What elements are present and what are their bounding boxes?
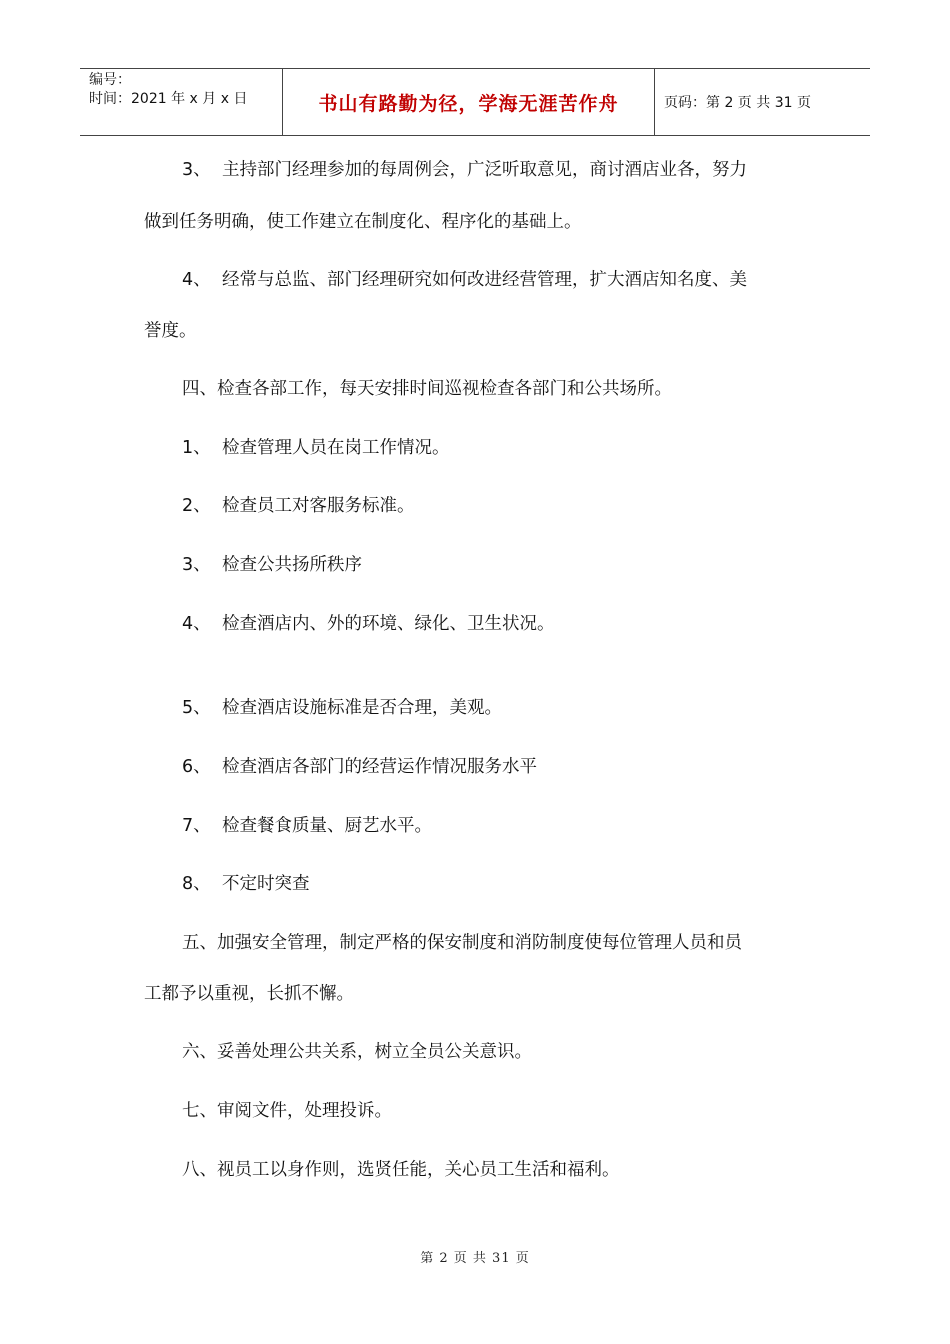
check-item-1: [182, 436, 450, 460]
header-motto-cell: [283, 69, 655, 135]
item-4-line2: 誉度。: [144, 321, 197, 341]
check-item-4: [182, 612, 555, 636]
header-meta: [80, 69, 283, 135]
item-text: 经常与总监、部门经理研究如何改进经营管理，扩大酒店知名度、美: [222, 270, 747, 290]
item-text: 检查酒店设施标准是否合理，美观。: [222, 698, 502, 718]
item-number: 6、: [182, 757, 211, 777]
check-item-3: [182, 553, 362, 577]
section-5-line2: 工都予以重视，长抓不懈。: [144, 984, 354, 1004]
item-text: 检查酒店内、外的环境、绿化、卫生状况。: [222, 614, 555, 634]
item-text: 检查公共扬所秩序: [222, 555, 362, 575]
document-header: [80, 68, 870, 136]
section-6: 六、妥善处理公共关系，树立全员公关意识。: [182, 1042, 532, 1062]
check-item-6: [182, 755, 537, 779]
item-number: 4、: [182, 614, 211, 634]
page-info: 页码：第 2 页 共 31 页: [664, 95, 811, 111]
item-3-line1: [182, 158, 747, 182]
item-number: 1、: [182, 438, 211, 458]
check-item-8: [182, 872, 310, 896]
item-4-line1: [182, 268, 747, 292]
item-number: 4、: [182, 270, 211, 290]
check-item-7: [182, 814, 432, 838]
item-text: 检查员工对客服务标准。: [222, 496, 415, 516]
item-text: 检查酒店各部门的经营运作情况服务水平: [222, 757, 537, 777]
item-text: 检查管理人员在岗工作情况。: [222, 438, 450, 458]
section-4-heading: 四、检查各部工作，每天安排时间巡视检查各部门和公共场所。: [182, 379, 672, 399]
page-footer: 第 2 页 共 31 页: [420, 1251, 530, 1266]
item-text: 检查餐食质量、厨艺水平。: [222, 816, 432, 836]
check-item-2: [182, 494, 415, 518]
item-number: 3、: [182, 160, 211, 180]
section-5-line1: 五、加强安全管理，制定严格的保安制度和消防制度使每位管理人员和员: [182, 933, 742, 953]
item-text: 主持部门经理参加的每周例会，广泛听取意见，商讨酒店业各，努力: [222, 160, 747, 180]
motto: 书山有路勤为径，学海无涯苦作舟: [318, 92, 619, 115]
item-number: 7、: [182, 816, 211, 836]
item-number: 8、: [182, 874, 211, 894]
item-number: 3、: [182, 555, 211, 575]
section-7: 七、审阅文件，处理投诉。: [182, 1101, 392, 1121]
time-label: 时间：2021 年 x 月 x 日: [89, 91, 248, 107]
item-number: 2、: [182, 496, 211, 516]
check-item-5: [182, 696, 502, 720]
item-3-line2: 做到任务明确，使工作建立在制度化、程序化的基础上。: [144, 212, 582, 232]
serial-label: 编号：: [89, 72, 131, 88]
item-text: 不定时突查: [222, 874, 310, 894]
header-page-info: [655, 69, 870, 135]
section-8: 八、视员工以身作则，选贤任能，关心员工生活和福利。: [182, 1160, 620, 1180]
item-number: 5、: [182, 698, 211, 718]
